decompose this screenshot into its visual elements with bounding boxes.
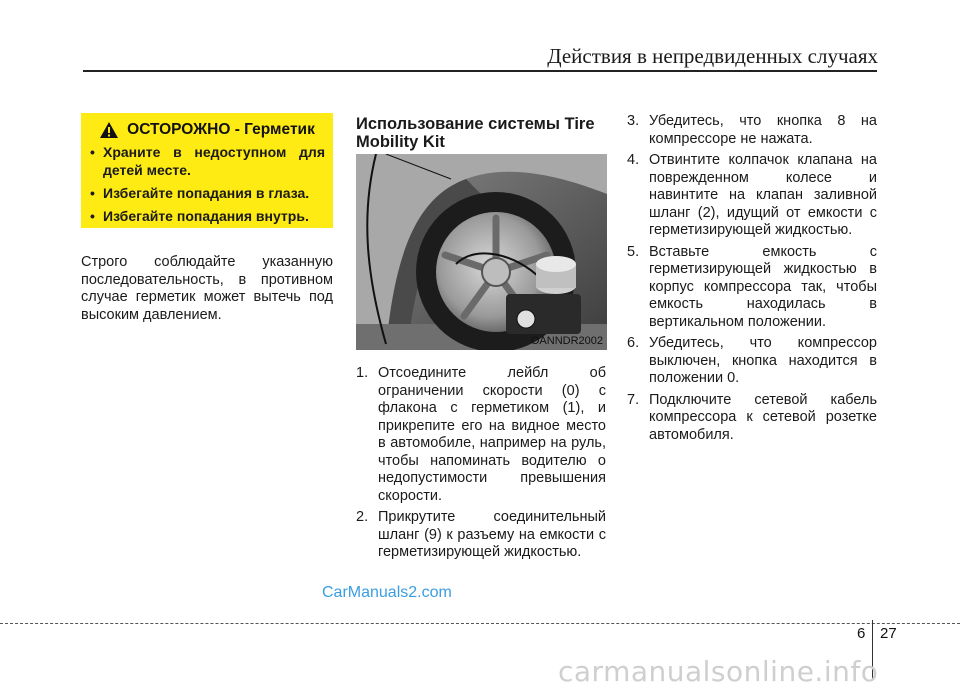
step-number: 7. [627,391,640,408]
header-rule [83,70,877,72]
warning-list [89,143,325,225]
section-heading: Использование системы Tire Mobility Kit [356,115,595,151]
step-number: 4. [627,152,640,168]
tire-kit-photo [356,154,607,350]
warning-item: • Избегайте попадания внутрь. [89,207,325,225]
step-text: Вставьте емкость с герметизирующей жидкостью в корпус компрессора так, чтобы емкость находилась в вертикальном положении. [649,243,877,330]
tire-kit-illustration [356,154,607,350]
warning-item: • Избегайте попадания в глаза. [89,184,325,202]
step-text: Прикрутите соединительный шланг (9) к разъему на емкости с герметизирующей жидкостью. [378,509,606,560]
step-item [356,509,606,562]
step-text: Подключите сетевой кабель компрессора к сетевой розетке автомобиля. [649,391,877,443]
chapter-number: 6 [857,625,866,642]
image-caption: OANNDR2002 [530,335,603,347]
watermark-link[interactable]: CarManuals2.com [322,584,452,601]
step-item [627,335,877,388]
step-number: 5. [627,243,640,260]
left-paragraph: Строго соблюдайте указанную последовательность, в противном случае герметик может вытечь под высоким давлением. [81,254,333,323]
step-number: 3. [627,113,640,129]
warning-item: • Храните в недоступном для детей месте. [89,143,325,179]
step-number: 1. [356,365,369,381]
steps-list-middle [356,365,606,566]
page-header-title: Действия в непредвиденных случаях [547,44,878,68]
step-item [627,244,877,332]
steps-list-right [627,113,877,448]
step-number: 2. [356,509,369,525]
warning-box [81,113,333,228]
page-number: 27 [880,625,897,642]
watermark-bottom: carmanualsonline.info [558,655,879,688]
step-item [627,152,877,240]
step-number: 6. [627,335,640,351]
step-item [356,365,606,505]
footer-dashed-rule [0,623,960,624]
step-text: Убедитесь, что кнопка 8 на компрессоре не нажата. [649,113,877,147]
warning-title-text: ОСТОРОЖНО - Герметик [127,121,315,138]
warning-title [89,121,325,139]
warning-triangle-icon [99,121,119,139]
step-text: Убедитесь, что компрессор выключен, кнопка находится в положении 0. [649,335,877,386]
step-item [627,113,877,148]
step-item [627,392,877,445]
step-text: Отвинтите колпачок клапана на поврежденном колесе и навинтите на клапан заливной шланг (2), идущий от емкости с герметизирующей жидкостью. [649,152,877,238]
step-text: Отсоедините лейбл об ограничении скорости (0) с флакона с герметиком (1), и прикрепите его на видное место в автомобиле, например на руль, чтобы напоминать водителю о недопустимости превышения скорости. [378,365,606,504]
